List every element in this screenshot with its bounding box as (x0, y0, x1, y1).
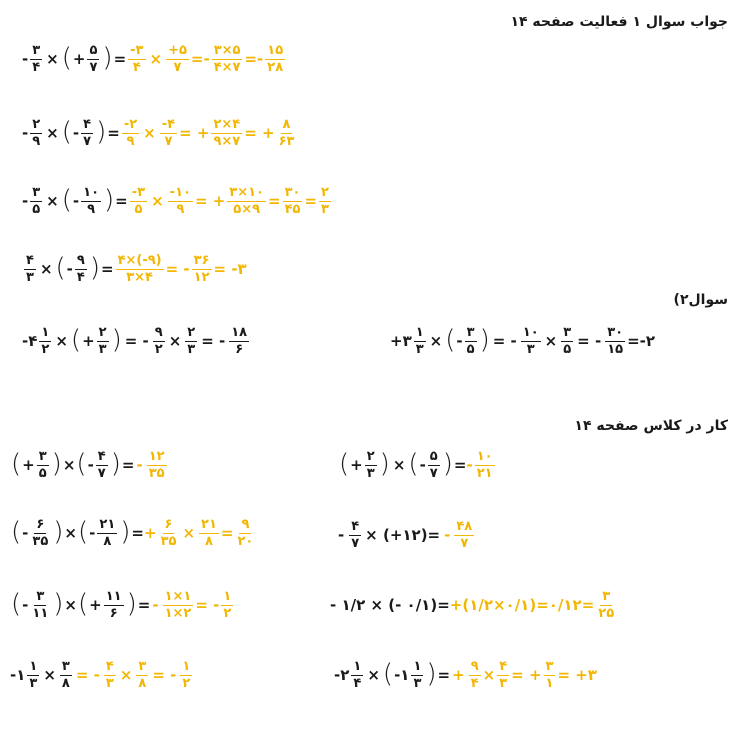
fraction: $\frac{۳}{۵}$ (563, 325, 572, 357)
answer-fraction: $\frac{۳\times ۵}{۴\times ۷}$ (213, 43, 241, 75)
heading-class-work: کار در کلاس صفحه ۱۴ (574, 418, 728, 434)
close-paren: ) (120, 517, 131, 548)
answer-fraction: $\frac{۳}{۸}$ (138, 659, 147, 691)
sign: - (22, 596, 29, 615)
fraction: $\frac{۴}{۷}$ (351, 519, 360, 551)
q1-row2 (22, 118, 298, 148)
sign: + (72, 50, 86, 69)
times-sign: × (149, 50, 163, 69)
answer-fraction: $\frac{۴۸}{۷}$ (456, 519, 473, 551)
whole-number: -۱ (394, 666, 410, 685)
close-paren: ) (479, 325, 490, 356)
sign: - (419, 456, 426, 475)
q2-right (390, 326, 655, 356)
heading-q1: جواب سوال ۱ فعالیت صفحه ۱۴ (510, 14, 728, 30)
class-right-3 (330, 590, 618, 620)
answer-fraction: $\frac{۲۱}{۸}$ (201, 517, 217, 549)
sign: - (72, 124, 80, 143)
fraction: $\frac{۹}{۴}$ (76, 253, 85, 285)
whole-number: ۳ (402, 332, 412, 351)
open-paren: ( (445, 325, 456, 356)
times-sign: × (46, 192, 59, 211)
class-left-2 (10, 518, 257, 548)
answer-equals: = + (194, 192, 226, 211)
fraction: $\frac{۱}{۴}$ (353, 659, 362, 691)
open-paren: ( (70, 325, 82, 356)
answer-equals: =- (244, 50, 264, 69)
fraction: $\frac{۱۰}{۹}$ (83, 185, 100, 217)
close-paren: ) (442, 449, 453, 480)
answer-fraction: $\frac{-۴}{۷}$ (161, 117, 176, 149)
fraction: $\frac{۳}{۱۱}$ (32, 589, 49, 621)
close-paren: ) (51, 449, 62, 480)
times-sign: × (55, 332, 68, 351)
equals: = - (201, 332, 226, 351)
answer-equals: = + (179, 124, 210, 143)
equals: = (115, 192, 128, 211)
times-sign: × (544, 332, 558, 351)
fraction: $\frac{۲}{۳}$ (366, 449, 375, 481)
answer-fraction: $\frac{۹}{۲۰}$ (237, 517, 254, 549)
equals: = (131, 524, 144, 543)
answer-fraction: $\frac{۳}{۲۵}$ (598, 589, 615, 621)
times-sign: × (182, 524, 196, 543)
sign: - (338, 526, 345, 545)
answer-result: = +۳ (557, 666, 597, 685)
answer-equals: = (220, 524, 234, 543)
answer-sign: + (144, 524, 157, 543)
sign: - (87, 456, 94, 475)
answer-fraction: $\frac{۴}{۳}$ (499, 659, 508, 691)
fraction: $\frac{۳}{۵}$ (38, 449, 47, 481)
q2-left (22, 326, 251, 356)
answer-equals: = - (152, 666, 177, 685)
answer-sign: - (444, 526, 451, 545)
times-sign: × (367, 666, 380, 685)
open-paren: ( (61, 185, 72, 216)
close-paren: ) (53, 589, 64, 620)
open-paren: ( (78, 517, 89, 548)
open-paren: ( (55, 253, 66, 284)
whole-number: ۴ (28, 332, 38, 351)
open-paren: ( (408, 449, 419, 480)
fraction: $\frac{۲}{۳}$ (187, 325, 196, 357)
answer-fraction: $\frac{۳\times ۱۰}{۵\times ۹}$ (229, 185, 264, 217)
answer-sign: - (203, 50, 210, 69)
open-paren: ( (61, 117, 72, 148)
times-sign: × (62, 456, 76, 475)
answer-fraction: $\frac{۹}{۴}$ (470, 659, 479, 691)
answer-sign: - (466, 456, 473, 475)
sign: + (82, 332, 95, 351)
open-paren: ( (382, 659, 394, 690)
sign: - (22, 524, 29, 543)
times-sign: × (482, 666, 496, 685)
answer-fraction: $\frac{۲}{۳}$ (321, 185, 329, 217)
answer-equals: = (268, 192, 281, 211)
close-paren: ) (379, 449, 390, 480)
close-paren: ) (126, 589, 137, 620)
fraction: $\frac{۲۱}{۸}$ (99, 517, 116, 549)
times-sign: × (46, 124, 59, 143)
q1-row3 (22, 186, 333, 216)
answer-fraction: $\frac{۸}{۶۳}$ (278, 117, 295, 149)
times-sign: × (64, 524, 77, 543)
answer-fraction: $\frac{۴\times(-۹)}{۳\times ۴}$ (117, 253, 162, 285)
fraction: $\frac{۶}{۳۵}$ (32, 517, 49, 549)
open-paren: ( (11, 517, 22, 548)
times-sign: × (64, 596, 77, 615)
multiply-text: × (+۱۲)= (365, 526, 441, 545)
fraction: $\frac{۵}{۷}$ (429, 449, 438, 481)
open-paren: ( (76, 449, 87, 480)
answer-equals: = + (244, 124, 275, 143)
q1-row4 (22, 254, 247, 284)
fraction: $\frac{۵}{۷}$ (89, 43, 98, 75)
class-right-1 (338, 450, 497, 480)
answer-fraction: $\frac{۳۰}{۴۵}$ (284, 185, 301, 217)
answer-fraction: $\frac{۶}{۳۵}$ (160, 517, 177, 549)
class-right-4 (334, 660, 597, 690)
answer-sign: - (136, 456, 143, 475)
q1-row1 (22, 44, 287, 74)
answer-fraction: $\frac{-۱۰}{۹}$ (169, 185, 191, 217)
equals: = (453, 456, 467, 475)
close-paren: ) (426, 659, 437, 690)
times-sign: × (46, 50, 59, 69)
answer-equals: = + (511, 666, 542, 685)
answer-equals: = - (195, 596, 220, 615)
open-paren: ( (11, 449, 22, 480)
close-paren: ) (111, 325, 122, 356)
equals: = (113, 50, 127, 69)
close-paren: ) (110, 449, 121, 480)
sign: - (72, 192, 80, 211)
sign: + (390, 332, 403, 351)
answer-result: = -۳ (213, 260, 247, 279)
close-paren: ) (53, 517, 64, 548)
fraction: $\frac{۴}{۷}$ (97, 449, 106, 481)
answer-sign: - (152, 596, 159, 615)
fraction: $\frac{۳}{۸}$ (61, 659, 70, 691)
answer-equals: = - (165, 260, 190, 279)
answer-fraction: $\frac{۲\times ۴}{۹\times ۷}$ (213, 117, 241, 149)
answer-equals: = - (75, 666, 100, 685)
equals: = (137, 596, 151, 615)
fraction: $\frac{۲}{۳}$ (98, 325, 107, 357)
answer-fraction: $\frac{۴}{۳}$ (105, 659, 114, 691)
answer-fraction: $\frac{۱}{۲}$ (223, 589, 232, 621)
fraction: $\frac{۳}{۵}$ (466, 325, 475, 357)
fraction: $\frac{۴}{۷}$ (83, 117, 92, 149)
fraction: $\frac{۱}{۳}$ (413, 659, 422, 691)
open-paren: ( (78, 589, 89, 620)
fraction: $\frac{۳}{۵}$ (32, 185, 41, 217)
fraction: $\frac{۱}{۲}$ (41, 325, 50, 357)
sign: + (89, 596, 102, 615)
sign: - (22, 192, 29, 211)
equals: = - (492, 332, 517, 351)
times-sign: × (151, 192, 164, 211)
class-left-3 (10, 590, 235, 620)
sign: + (22, 456, 35, 475)
fraction: $\frac{۱۰}{۳}$ (522, 325, 539, 357)
fraction: $\frac{۱}{۳}$ (415, 325, 424, 357)
equals-result: =-۲ (627, 332, 656, 351)
answer-fraction: $\frac{-۲}{۹}$ (123, 117, 138, 149)
answer-equals: = (304, 192, 318, 211)
sign: - (89, 524, 96, 543)
fraction: $\frac{۴}{۳}$ (26, 253, 34, 285)
answer-fraction: $\frac{۱۵}{۲۸}$ (267, 43, 284, 75)
close-paren: ) (104, 185, 115, 216)
fraction: $\frac{۳۰}{۱۵}$ (607, 325, 624, 357)
open-paren: ( (11, 589, 22, 620)
fraction: $\frac{۳}{۴}$ (32, 43, 41, 75)
answer-fraction: $\frac{-۳}{۵}$ (131, 185, 146, 217)
sign: + (350, 456, 363, 475)
equals: = (107, 124, 120, 143)
whole-number: -۱ (10, 666, 26, 685)
close-paren: ) (96, 117, 107, 148)
fraction: $\frac{۱۸}{۶}$ (231, 325, 248, 357)
fraction: $\frac{۱۱}{۶}$ (105, 589, 122, 621)
fraction: $\frac{۲}{۹}$ (32, 117, 41, 149)
times-sign: × (392, 456, 406, 475)
answer-fraction: $\frac{۱۰}{۲۱}$ (476, 449, 493, 481)
class-right-2 (338, 520, 476, 550)
answer-fraction: $\frac{۱}{۲}$ (182, 659, 191, 691)
sign: - (22, 124, 29, 143)
answer-fraction: $\frac{۳}{۱}$ (545, 659, 554, 691)
class-left-1 (10, 450, 169, 480)
times-sign: × (119, 666, 133, 685)
close-paren: ) (102, 43, 113, 74)
answer-expression: +(۱/۲×۰/۱)=۰/۱۲= (449, 596, 595, 615)
class-left-4 (10, 660, 194, 690)
fraction: $\frac{۹}{۲}$ (154, 325, 163, 357)
heading-q2: سوال۲) (673, 292, 728, 308)
times-sign: × (43, 666, 56, 685)
answer-fraction: $\frac{۳۶}{۱۲}$ (193, 253, 210, 285)
sign: - (22, 332, 29, 351)
answer-fraction: $\frac{۱\times ۱}{۱\times ۲}$ (164, 589, 192, 621)
open-paren: ( (339, 449, 350, 480)
answer-fraction: $\frac{۱۲}{۳۵}$ (148, 449, 165, 481)
times-sign: × (143, 124, 156, 143)
whole-number: -۲ (334, 666, 350, 685)
answer-fraction: $\frac{+۵}{۷}$ (168, 43, 187, 75)
answer-equals: = (190, 50, 204, 69)
equals: = (101, 260, 114, 279)
close-paren: ) (89, 253, 100, 284)
equals: = (437, 666, 451, 685)
answer-fraction: $\frac{-۳}{۴}$ (130, 43, 144, 75)
sign: - (22, 50, 29, 69)
fraction: $\frac{۱}{۳}$ (29, 659, 38, 691)
sign: - (456, 332, 463, 351)
times-sign: × (429, 332, 443, 351)
equals: = - (577, 332, 602, 351)
answer-sign: + (452, 666, 465, 685)
times-sign: × (168, 332, 182, 351)
equals: = - (124, 332, 149, 351)
open-paren: ( (61, 43, 72, 74)
times-sign: × (39, 260, 53, 279)
sign: - (66, 260, 73, 279)
equals: = (121, 456, 135, 475)
decimal-expression: - ۱/۲ × (- ۰/۱)= (330, 596, 450, 615)
